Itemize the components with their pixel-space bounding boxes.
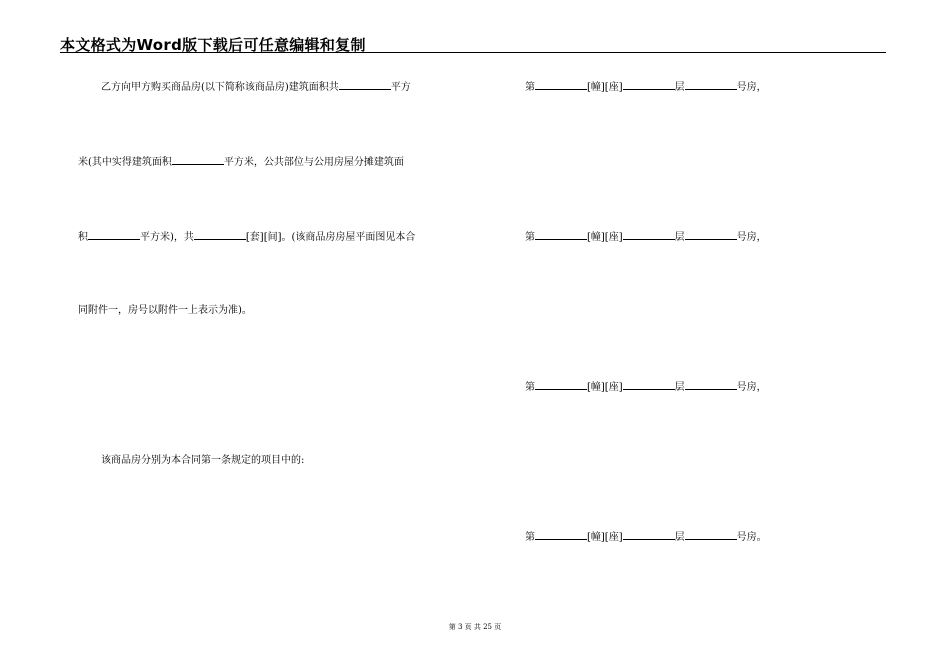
fill-blank (623, 80, 675, 90)
text-segment: 层 (674, 82, 685, 93)
text-segment: 平方米)，共 (140, 232, 194, 243)
fill-blank (172, 155, 224, 165)
fill-blank (685, 230, 737, 240)
paragraph-line-4: 同附件一，房号以附件一上表示为准)。 (78, 305, 252, 316)
fill-blank (88, 230, 140, 240)
fill-blank (685, 530, 737, 540)
text-segment: 号房， (736, 232, 767, 243)
header-divider (60, 52, 886, 53)
unit-line-4 (525, 530, 767, 544)
fill-blank (535, 230, 587, 240)
text-segment: 第 (525, 382, 535, 393)
text-segment: [幢][座] (587, 232, 623, 243)
fill-blank (194, 230, 246, 240)
fill-blank (535, 380, 587, 390)
text-segment: 平方米，公共部位与公用房屋分摊建筑面 (223, 157, 404, 168)
unit-line-3 (525, 380, 767, 394)
text-segment: 号房。 (736, 532, 767, 543)
text-segment: 层 (674, 232, 685, 243)
document-header-title: 本文格式为Word版下载后可任意编辑和复制 (60, 36, 366, 54)
fill-blank (623, 230, 675, 240)
fill-blank (535, 530, 587, 540)
fill-blank (623, 380, 675, 390)
fill-blank (339, 80, 391, 90)
text-segment: 第 (525, 232, 535, 243)
fill-blank (685, 380, 737, 390)
text-segment: 乙方向甲方购买商品房(以下简称该商品房)建筑面积共 (101, 82, 339, 93)
text-segment: [幢][座] (587, 532, 623, 543)
paragraph-line-3 (78, 230, 415, 244)
text-segment: 号房， (736, 82, 767, 93)
text-segment: 第 (525, 82, 535, 93)
fill-blank (685, 80, 737, 90)
paragraph-line-1 (101, 80, 411, 94)
fill-blank (623, 530, 675, 540)
text-segment: 号房， (736, 382, 767, 393)
paragraph-line-5: 该商品房分别为本合同第一条规定的项目中的: (101, 455, 305, 466)
text-segment: 层 (674, 532, 685, 543)
text-segment: [套][间]。(该商品房房屋平面图见本合 (245, 232, 416, 243)
text-segment: 平方 (390, 82, 411, 93)
text-segment: [幢][座] (587, 82, 623, 93)
unit-line-1 (525, 80, 767, 94)
text-segment: 米(其中实得建筑面积 (78, 157, 172, 168)
fill-blank (535, 80, 587, 90)
text-segment: 第 (525, 532, 535, 543)
text-segment: 层 (674, 382, 685, 393)
unit-line-2 (525, 230, 767, 244)
paragraph-line-2 (78, 155, 404, 169)
page-number-footer: 第 3 页 共 25 页 (448, 623, 502, 631)
text-segment: 积 (78, 232, 88, 243)
text-segment: [幢][座] (587, 382, 623, 393)
